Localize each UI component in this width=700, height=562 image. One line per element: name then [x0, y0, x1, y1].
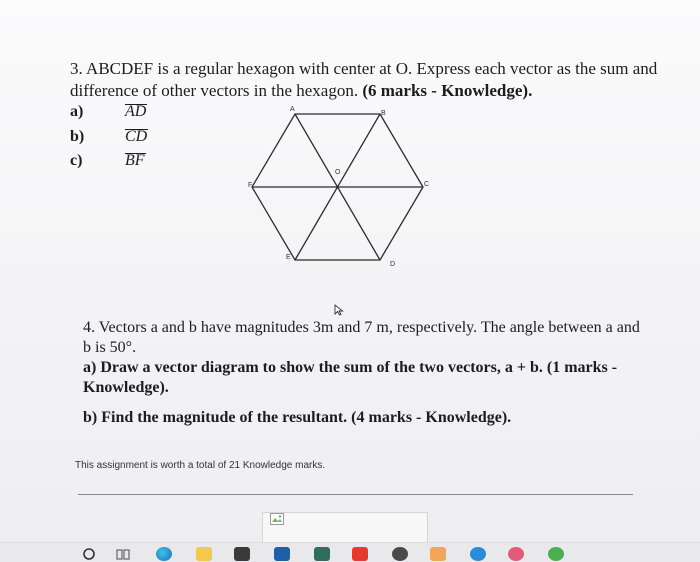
- label-o: O: [335, 169, 341, 176]
- edge-icon[interactable]: [156, 547, 172, 561]
- question-3-line-2-text: difference of other vectors in the hexagon.: [70, 81, 363, 100]
- app-icon-3[interactable]: [470, 547, 486, 561]
- label-e: E: [286, 254, 291, 261]
- question-4-part-a-line-1: a) Draw a vector diagram to show the sum of the two vectors, a + b. (1 marks -: [83, 359, 618, 376]
- answer-line: [78, 494, 633, 495]
- part-c-label: c): [70, 152, 83, 169]
- question-4-line-2: b is 50°.: [83, 339, 137, 356]
- mouse-cursor-icon: [334, 304, 344, 316]
- label-f: F: [248, 182, 253, 189]
- part-b-label: b): [70, 128, 85, 145]
- question-4-part-b: [83, 408, 693, 428]
- question-4-part-a-line-2: Knowledge).: [83, 379, 169, 396]
- question-4-line-1: 4. Vectors a and b have magnitudes 3m and 7 m, respectively. The angle between a and: [83, 319, 640, 336]
- part-b: [70, 128, 147, 146]
- word-icon[interactable]: [430, 547, 446, 561]
- question-3-line-1: 3. ABCDEF is a regular hexagon with center at O. Express each vector as the sum and: [70, 59, 658, 78]
- taskbar: [0, 542, 700, 562]
- search-icon[interactable]: [82, 547, 96, 561]
- part-a: [70, 103, 146, 121]
- app-icon-4[interactable]: [508, 547, 524, 561]
- label-a: A: [290, 106, 295, 113]
- part-a-label: a): [70, 103, 84, 120]
- vector-ad: AD: [125, 103, 147, 120]
- question-4: [83, 318, 693, 428]
- spacer: [83, 398, 693, 408]
- mail-icon[interactable]: [274, 547, 290, 561]
- task-view-icon[interactable]: [116, 547, 130, 561]
- question-3: [70, 58, 695, 102]
- marks-footnote: This assignment is worth a total of 21 Knowledge marks.: [75, 460, 326, 471]
- chrome-icon[interactable]: [352, 547, 368, 561]
- label-d: D: [390, 261, 396, 268]
- part-c: [70, 152, 145, 170]
- app-icon-5[interactable]: [548, 547, 564, 561]
- vector-bf: BF: [125, 152, 145, 169]
- question-4-part-b-text: b) Find the magnitude of the resultant.: [83, 409, 352, 426]
- app-icon[interactable]: [314, 547, 330, 561]
- label-c: C: [424, 181, 430, 188]
- vector-cd: CD: [125, 128, 148, 145]
- question-3-line-2: [70, 80, 695, 102]
- file-explorer-icon[interactable]: [196, 547, 212, 561]
- broken-image-icon: [270, 513, 284, 525]
- question-4-part-b-marks: (4 marks - Knowledge).: [351, 409, 512, 426]
- label-b: B: [381, 110, 386, 117]
- hexagon-diagram: [240, 102, 440, 267]
- store-icon[interactable]: [234, 547, 250, 561]
- question-3-marks: (6 marks - Knowledge).: [362, 81, 533, 100]
- app-icon-2[interactable]: [392, 547, 408, 561]
